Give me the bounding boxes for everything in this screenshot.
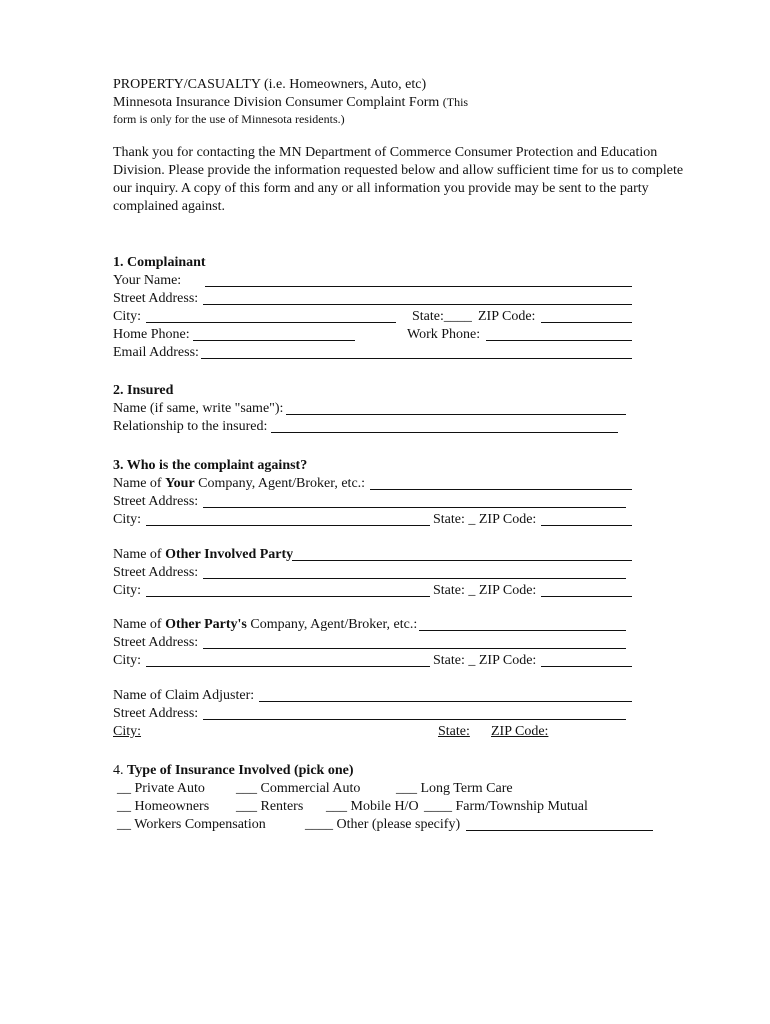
other-party-label-pre: Name of [113, 547, 166, 562]
other-company-label-bold: Other Party's [165, 617, 247, 632]
company-state-zip-label: State: _ ZIP Code: [433, 512, 537, 527]
adjuster-street-label: Street Address: [113, 706, 199, 721]
other-party-zip-field[interactable] [541, 596, 632, 597]
claim-adjuster-label: Name of Claim Adjuster: [113, 688, 255, 703]
form-title-note: (This [442, 95, 469, 109]
company-city-label: City: [113, 512, 142, 527]
intro-line-2: Division. Please provide the information requested below and allow sufficient time for us to complete [113, 163, 684, 178]
other-specify-field[interactable] [466, 830, 653, 831]
other-company-zip-field[interactable] [541, 666, 632, 667]
adjuster-street-field[interactable] [203, 719, 626, 720]
adjuster-zip-label: ZIP Code: [491, 724, 549, 739]
complainant-name-field[interactable] [205, 286, 632, 287]
other-company-city-field[interactable] [146, 666, 430, 667]
other-company-label-pre: Name of [113, 617, 166, 632]
company-name-label-pre: Name of [113, 476, 166, 491]
option-workers-compensation[interactable]: __ Workers Compensation [117, 817, 266, 832]
option-mobile-ho[interactable]: ___ Mobile H/O [326, 799, 419, 814]
complainant-street-label: Street Address: [113, 291, 199, 306]
option-other[interactable]: ____ Other (please specify) [305, 817, 461, 832]
complainant-zip-field[interactable] [541, 322, 632, 323]
complainant-city-label: City: [113, 309, 142, 324]
company-street-label: Street Address: [113, 494, 199, 509]
form-residency-note: form is only for the use of Minnesota residents.) [113, 112, 345, 126]
other-party-city-label: City: [113, 583, 142, 598]
company-zip-field[interactable] [541, 525, 632, 526]
insured-relationship-label: Relationship to the insured: [113, 419, 268, 434]
form-category: PROPERTY/CASUALTY (i.e. Homeowners, Auto, etc) [113, 77, 427, 92]
section-insurance-type-number: 4. [113, 763, 127, 778]
option-farm-township-mutual[interactable]: ____ Farm/Township Mutual [424, 799, 588, 814]
complainant-email-label: Email Address: [113, 345, 199, 360]
other-party-state-zip-label: State: _ ZIP Code: [433, 583, 537, 598]
option-commercial-auto[interactable]: ___ Commercial Auto [236, 781, 361, 796]
section-insured-heading: 2. Insured [113, 383, 174, 398]
other-party-field[interactable] [292, 560, 632, 561]
other-company-street-label: Street Address: [113, 635, 199, 650]
company-name-field[interactable] [370, 489, 632, 490]
other-company-state-zip-label: State: _ ZIP Code: [433, 653, 537, 668]
section-insurance-type-title: Type of Insurance Involved (pick one) [127, 763, 354, 778]
complainant-home-phone-field[interactable] [193, 340, 355, 341]
complainant-email-field[interactable] [201, 358, 632, 359]
complainant-state-label: State:____ [412, 309, 472, 324]
intro-line-1: Thank you for contacting the MN Department of Commerce Consumer Protection and Education [113, 145, 658, 160]
other-company-street-field[interactable] [203, 648, 626, 649]
complainant-zip-label: ZIP Code: [478, 309, 536, 324]
other-company-label [113, 616, 417, 634]
other-company-field[interactable] [419, 630, 626, 631]
insured-relationship-field[interactable] [271, 432, 618, 433]
option-private-auto[interactable]: __ Private Auto [117, 781, 205, 796]
complainant-work-phone-field[interactable] [486, 340, 632, 341]
intro-line-4: complained against. [113, 199, 225, 214]
other-party-label-bold: Other Involved Party [165, 547, 294, 562]
option-renters[interactable]: ___ Renters [236, 799, 304, 814]
form-title-text: Minnesota Insurance Division Consumer Complaint Form [113, 95, 440, 110]
other-party-city-field[interactable] [146, 596, 430, 597]
other-party-street-field[interactable] [203, 578, 626, 579]
company-name-label [113, 475, 365, 493]
complainant-work-phone-label: Work Phone: [407, 327, 481, 342]
adjuster-state-label: State: [438, 724, 470, 739]
option-homeowners[interactable]: __ Homeowners [117, 799, 210, 814]
company-name-label-post: Company, Agent/Broker, etc.: [194, 476, 366, 491]
section-insurance-type-heading [113, 762, 353, 780]
complainant-city-field[interactable] [146, 322, 396, 323]
section-complainant-heading: 1. Complainant [113, 255, 206, 270]
claim-adjuster-field[interactable] [259, 701, 632, 702]
complainant-street-field[interactable] [203, 304, 632, 305]
other-party-label [113, 546, 293, 564]
insured-name-label: Name (if same, write "same"): [113, 401, 284, 416]
insured-name-field[interactable] [286, 414, 626, 415]
other-party-street-label: Street Address: [113, 565, 199, 580]
complainant-home-phone-label: Home Phone: [113, 327, 190, 342]
adjuster-city-label: City: [113, 724, 142, 739]
option-long-term-care[interactable]: ___ Long Term Care [396, 781, 513, 796]
company-street-field[interactable] [203, 507, 626, 508]
intro-line-3: our inquiry. A copy of this form and any or all information you provide may be sent to the party [113, 181, 649, 196]
company-name-label-bold: Your [165, 476, 195, 491]
company-city-field[interactable] [146, 525, 430, 526]
section-complaint-against-heading: 3. Who is the complaint against? [113, 458, 308, 473]
complainant-name-label: Your Name: [113, 273, 182, 288]
other-company-city-label: City: [113, 653, 142, 668]
other-company-label-post: Company, Agent/Broker, etc.: [246, 617, 418, 632]
